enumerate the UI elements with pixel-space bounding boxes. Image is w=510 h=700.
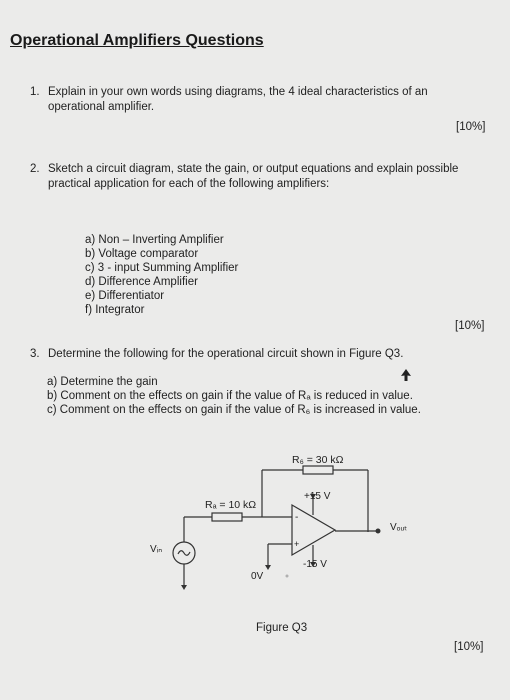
list-item: e) Differentiator <box>85 290 165 302</box>
list-item: b) Voltage comparator <box>85 248 199 260</box>
list-item: d) Difference Amplifier <box>85 276 198 288</box>
negative-supply-label: -15 V <box>303 559 327 570</box>
vin-label: Vᵢₙ <box>150 544 163 555</box>
noninverting-input-sign: + <box>294 539 300 549</box>
vout-label: Vₒᵤₜ <box>390 522 408 533</box>
list-item: c) Comment on the effects on gain if the value of R₆ is increased in value. <box>47 404 421 416</box>
inverting-input-sign: - <box>295 512 299 523</box>
resistor-ra <box>212 513 242 521</box>
question-3-marks: [10%] <box>454 641 484 653</box>
question-1-line-2: operational amplifier. <box>48 101 155 113</box>
question-2-line-1: Sketch a circuit diagram, state the gain, or output equations and explain possible <box>48 163 459 175</box>
ra-label: Rₐ = 10 kΩ <box>205 499 257 511</box>
resistor-rb <box>303 466 333 474</box>
list-item: b) Comment on the effects on gain if the value of Rₐ is reduced in value. <box>47 390 413 402</box>
question-3-number: 3. <box>30 348 40 360</box>
page-title: Operational Amplifiers Questions <box>10 32 264 49</box>
question-2-marks: [10%] <box>455 320 485 332</box>
question-2-number: 2. <box>30 163 40 175</box>
figure-caption: Figure Q3 <box>256 622 308 634</box>
list-item: f) Integrator <box>85 304 145 316</box>
question-1-line-1: Explain in your own words using diagrams, the 4 ideal characteristics of an <box>48 86 428 98</box>
ground-label: 0V <box>251 571 264 582</box>
list-item: a) Non – Inverting Amplifier <box>85 234 224 246</box>
list-item: a) Determine the gain <box>47 376 158 388</box>
question-1-marks: [10%] <box>456 121 486 133</box>
rb-label: R₆ = 30 kΩ <box>292 454 344 466</box>
positive-supply-label: +15 V <box>304 491 331 502</box>
list-item: c) 3 - input Summing Amplifier <box>85 262 239 274</box>
question-1-number: 1. <box>30 86 40 98</box>
question-3-line-1: Determine the following for the operational circuit shown in Figure Q3. <box>48 348 404 360</box>
question-2-line-2: practical application for each of the following amplifiers: <box>48 178 330 190</box>
